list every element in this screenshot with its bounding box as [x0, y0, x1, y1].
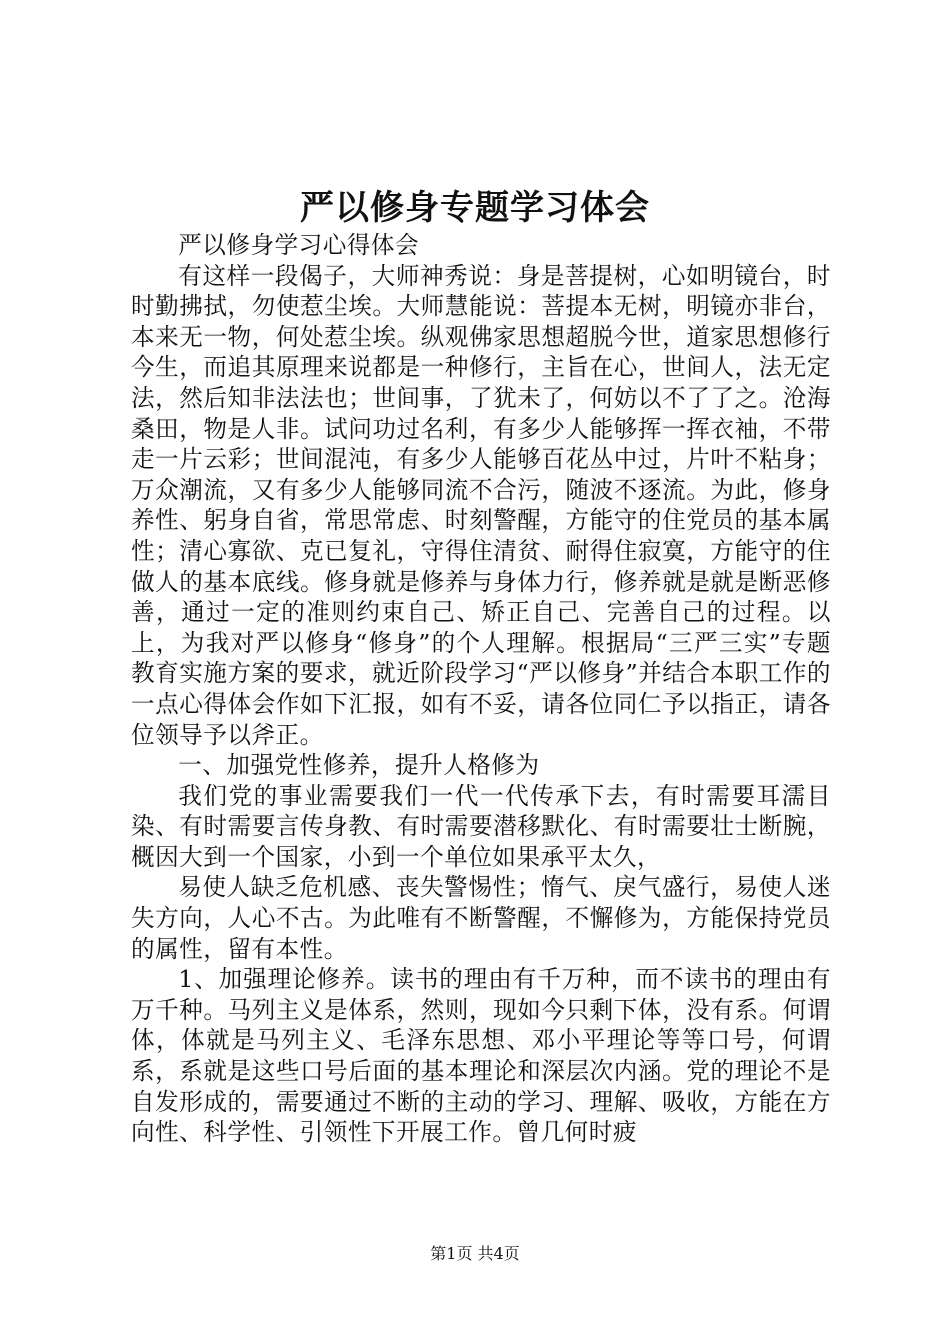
intro-paragraph: 有这样一段偈子，大师神秀说：身是菩提树，心如明镜台，时时勤拂拭，勿使惹尘埃。大师慧能说：菩提本无树，明镜亦非台，本来无一物，何处惹尘埃。纵观佛家思想超脱今世，道家思想修行今生，而追其原理来说都是一种修行，主旨在心，世间人，法无定法，然后知非法法也；世间事，了犹未了，何妨以不了了之。沧海桑田，物是人非。试问功过名利，有多少人能够挥一挥衣袖，不带走一片云彩；世间混沌，有多少人能够百花丛中过，片叶不粘身；万众潮流，又有多少人能够同流不合污，随波不逐流。为此，修身养性、躬身自省，常思常虑、时刻警醒，方能守的住党员的基本属性；清心寡欲、克已复礼，守得住清贫、耐得住寂寞，方能守的住做人的基本底线。修身就是修养与身体力行，修养就是就是断恶修善，通过一定的准则约束自己、矫正自己、完善自己的过程。以上，为我对严以修身“修身”的个人理解。根据局“三严三实”专题教育实施方案的要求，就近阶段学习“严以修身”并结合本职工作的一点心得体会作如下汇报，如有不妥，请各位同仁予以指正，请各位领导予以斧正。 — [131, 261, 831, 749]
body-paragraph: 易使人缺乏危机感、丧失警惕性；惰气、戾气盛行，易使人迷失方向，人心不古。为此唯有不断警醒，不懈修为，方能保持党员的属性，留有本性。 — [131, 873, 831, 963]
document-title: 严以修身专题学习体会 — [300, 188, 650, 228]
body-paragraph: 我们党的事业需要我们一代一代传承下去，有时需要耳濡目染、有时需要言传身教、有时需要潜移默化、有时需要壮士断腕，概因大到一个国家，小到一个单位如果承平太久， — [131, 781, 831, 871]
document-body — [131, 230, 831, 1148]
subtitle-paragraph: 严以修身学习心得体会 — [178, 231, 420, 259]
section-heading: 一、加强党性修养，提升人格修为 — [178, 751, 540, 780]
body-paragraph: 1、加强理论修养。读书的理由有千万种，而不读书的理由有万千种。马列主义是体系，然则，现如今只剩下体，没有系。何谓体，体就是马列主义、毛泽东思想、邓小平理论等等口号，何谓系，系就是这些口号后面的基本理论和深层次内涵。党的理论不是自发形成的，需要通过不断的主动的学习、理解、吸收，方能在方向性、科学性、引领性下开展工作。曾几何时疲 — [131, 965, 831, 1147]
page-footer: 第1页 共4页 — [430, 1244, 520, 1263]
